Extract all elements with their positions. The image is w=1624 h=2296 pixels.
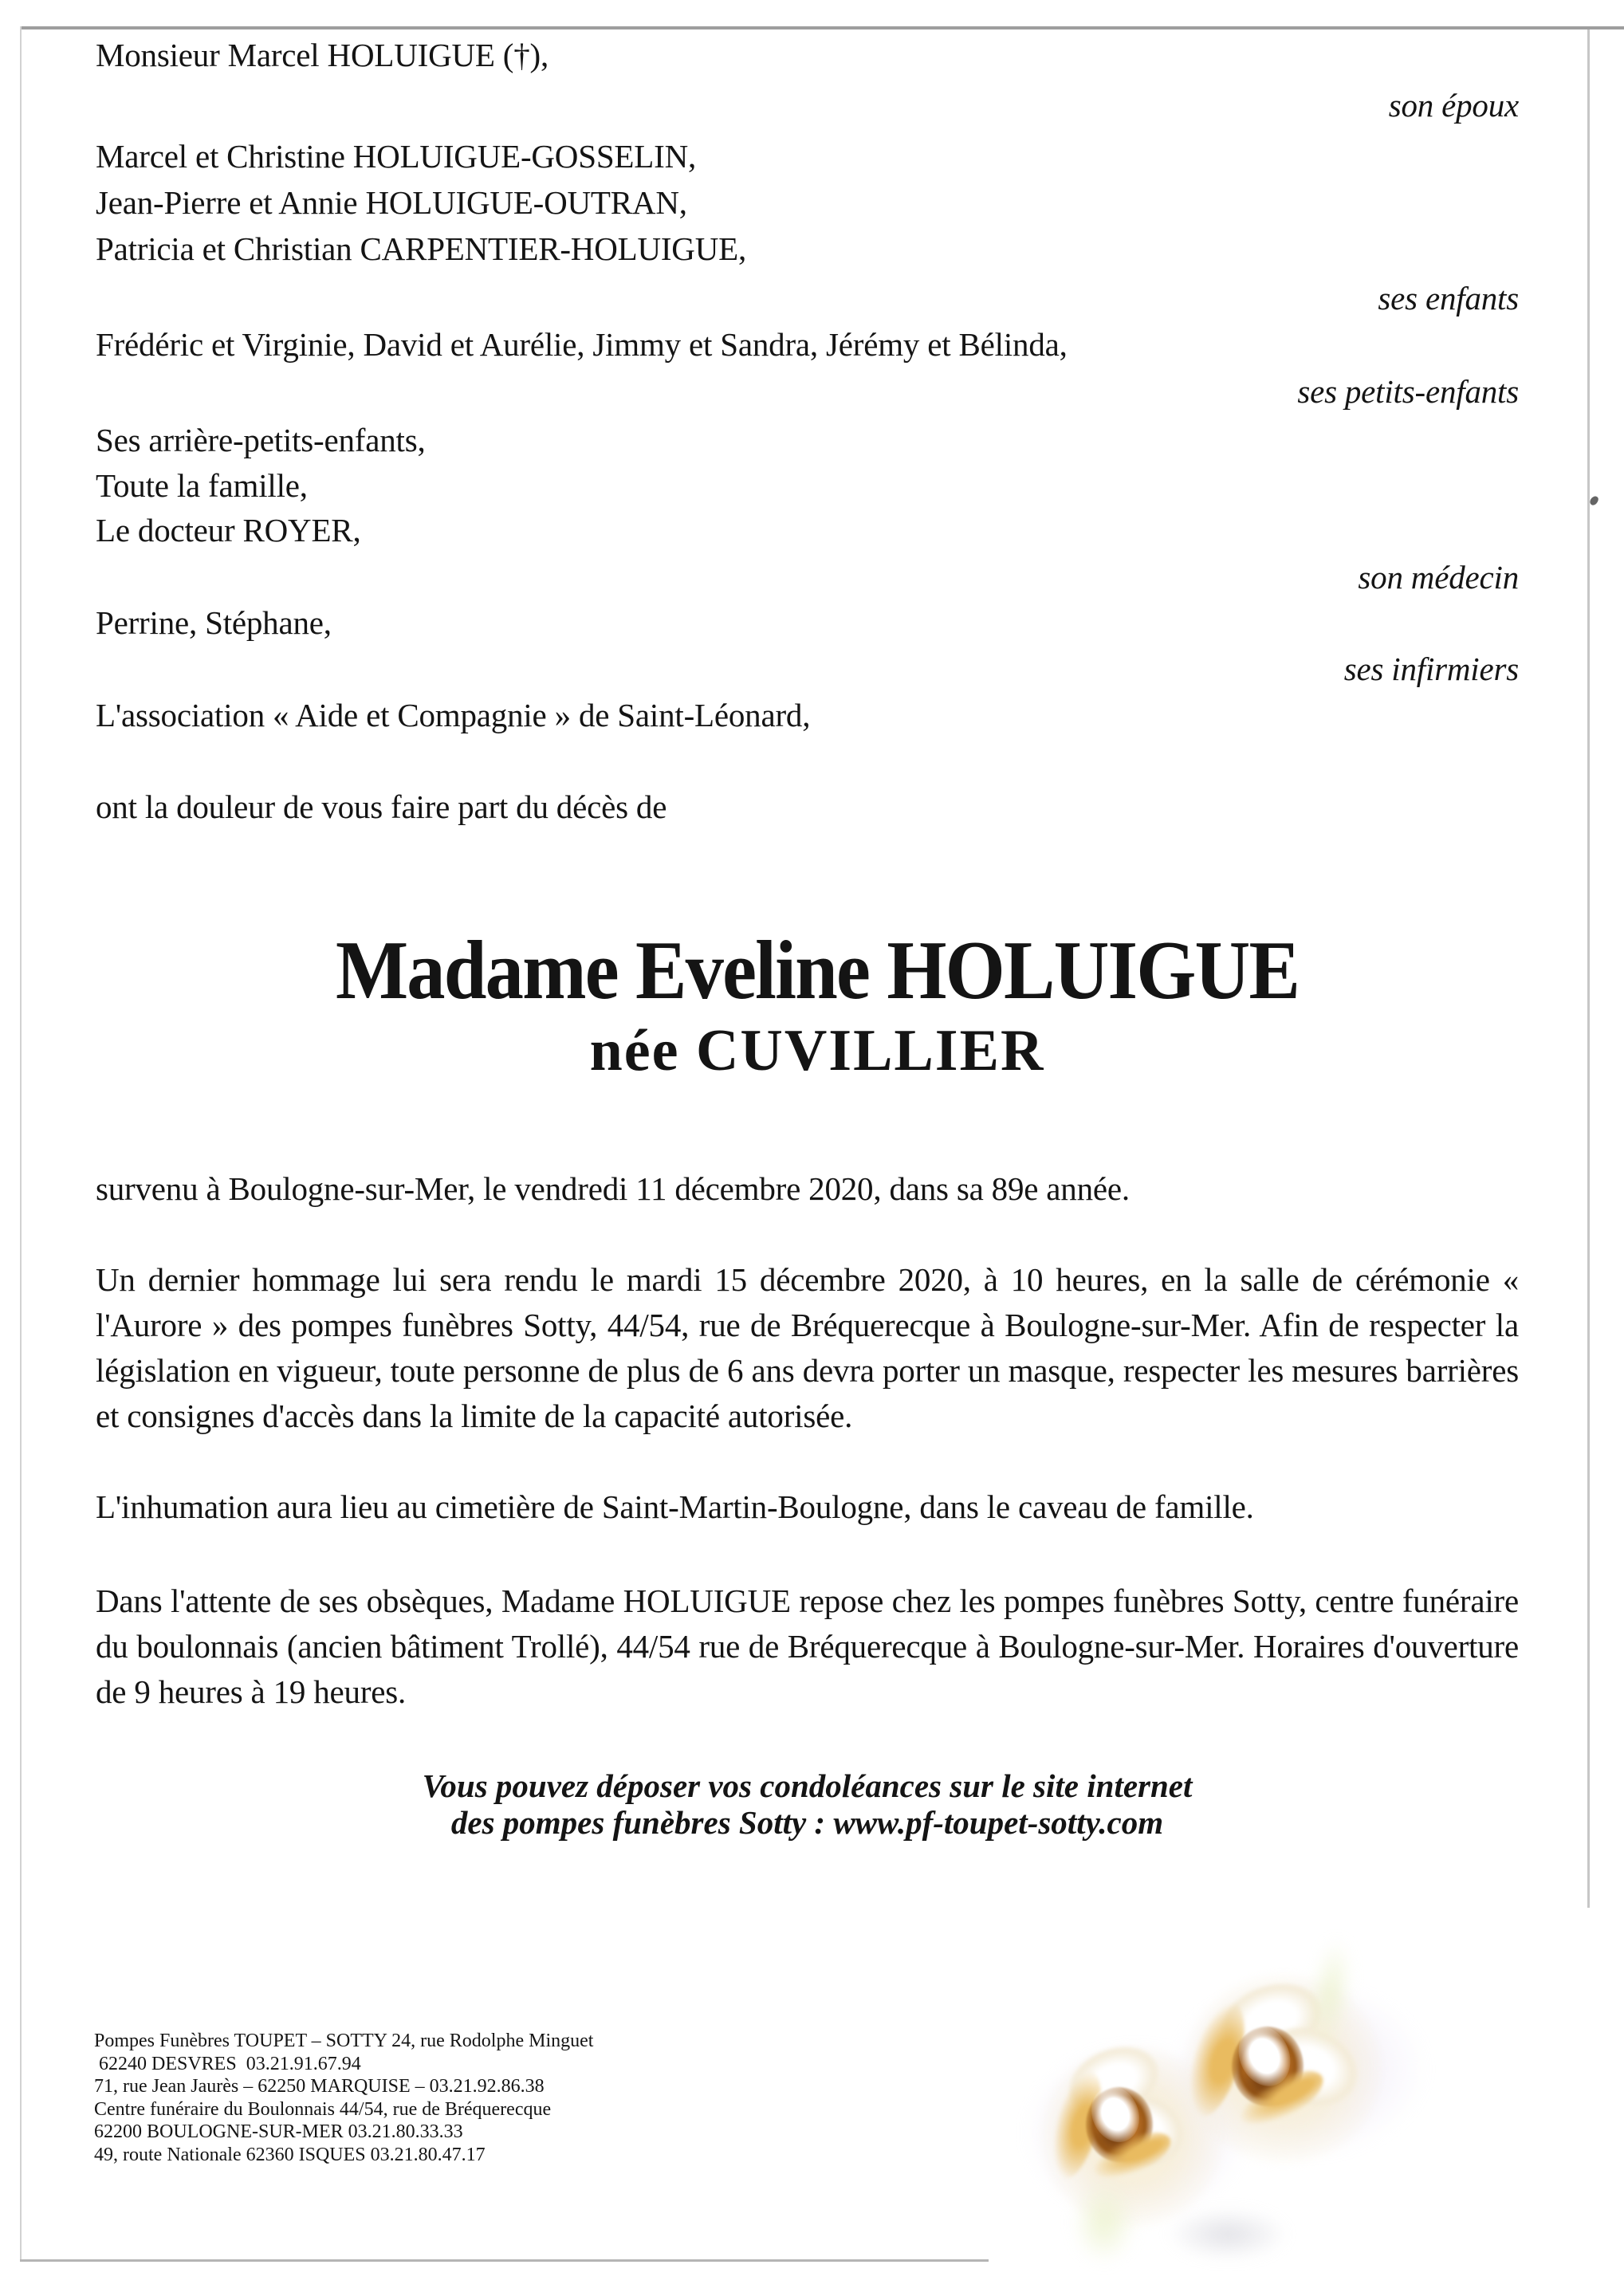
intro-line-child-1: Marcel et Christine HOLUIGUE-GOSSELIN, — [96, 138, 697, 175]
death-details-line: survenu à Boulogne-sur-Mer, le vendredi 11 décembre 2020, dans sa 89e année. — [96, 1170, 1130, 1207]
watercolor-wash — [1020, 2041, 1252, 2224]
intro-line-great-grandchildren: Ses arrière-petits-enfants, — [96, 422, 426, 458]
intro-line-announcement: ont la douleur de vous faire part du décès de — [96, 788, 667, 825]
orchid-center — [1232, 2027, 1304, 2106]
orchid-column — [1229, 2018, 1300, 2094]
footer-line: 62200 BOULOGNE-SUR-MER 03.21.80.33.33 — [94, 2121, 463, 2143]
relation-label-grandchildren: ses petits-enfants — [1297, 373, 1519, 410]
footer-line: Pompes Funèbres TOUPET – SOTTY 24, rue Rodolphe Minguet — [94, 2031, 594, 2051]
scan-border-top — [20, 26, 1624, 29]
condolence-note-line-2: des pompes funèbres Sotty : www.pf-toupet-sotty.com — [450, 1804, 1164, 1841]
orchid-petal-gold — [1087, 2123, 1178, 2188]
maiden-name-heading: née CUVILLIER — [589, 1018, 1045, 1083]
repose-paragraph: Dans l'attente de ses obsèques, Madame HOLUIGUE repose chez les pompes funèbres Sotty, centre funéraire du boulonnais (ancien bâtiment Trollé), 44/54 rue de Bréquerecque à Boulogne-sur-Mer. Horaires d'ouverture de 9 heures à 19 heures. — [96, 1582, 1519, 1710]
watercolor-stem-wash — [1072, 2180, 1136, 2264]
funeral-home-footer — [94, 2030, 593, 2167]
orchid-artwork — [997, 1905, 1624, 2288]
orchid-petal-gold — [1232, 2060, 1331, 2137]
burial-line: L'inhumation aura lieu au cimetière de Saint-Martin-Boulogne, dans le caveau de famille. — [96, 1488, 1254, 1525]
relation-label-children: ses enfants — [1378, 280, 1519, 316]
watercolor-wash — [1184, 1973, 1383, 2164]
intro-line-family: Toute la famille, — [96, 467, 308, 504]
intro-line-husband: Monsieur Marcel HOLUIGUE (†), — [96, 37, 549, 73]
scan-border-left — [20, 26, 22, 2262]
scan-border-bottom — [20, 2259, 989, 2262]
watercolor-wash — [1040, 2045, 1224, 2228]
intro-line-child-2: Jean-Pierre et Annie HOLUIGUE-OUTRAN, — [96, 184, 687, 221]
orchid-center — [1086, 2087, 1153, 2162]
orchid-petal-gold — [1178, 1995, 1255, 2123]
orchid-column — [1083, 2079, 1148, 2149]
intro-line-child-3: Patricia et Christian CARPENTIER-HOLUIGUE, — [96, 230, 747, 267]
condolence-note-line-1: Vous pouvez déposer vos condoléances sur le site internet — [422, 1767, 1193, 1804]
orchid-petal — [1249, 2013, 1370, 2121]
scan-speck — [1589, 495, 1600, 507]
orchid-petal — [1212, 1971, 1332, 2070]
orchid-center-speckle — [1094, 2114, 1135, 2154]
footer-line: Centre funéraire du Boulonnais 44/54, rue de Bréquerecque — [94, 2098, 552, 2120]
ceremony-paragraph: Un dernier hommage lui sera rendu le mardi 15 décembre 2020, à 10 heures, en la salle de cérémonie « l'Aurore » des pompes funèbres Sotty, 44/54, rue de Bréquerecque à Boulogne-sur-Mer. Afin de respecter la législation en vigueur, toute personne de plus de 6 ans devra porter un masque, respecter les mesures barrières et consignes d'accès dans la limite de la capacité autorisée. — [96, 1261, 1519, 1434]
intro-line-grandchildren: Frédéric et Virginie, David et Aurélie, Jimmy et Sandra, Jérémy et Bélinda, — [96, 326, 1068, 363]
footer-line: 71, rue Jean Jaurès – 62250 MARQUISE – 03.21.92.86.38 — [94, 2076, 545, 2097]
orchid-center-speckle — [1242, 2057, 1288, 2101]
watercolor-stem-wash — [1304, 1935, 1357, 2050]
intro-line-association: L'association « Aide et Compagnie » de Saint-Léonard, — [96, 697, 811, 733]
orchid-petal-gold — [1044, 2066, 1111, 2184]
orchid-petal — [1058, 2034, 1170, 2129]
deceased-name-heading: Madame Eveline HOLUIGUE — [335, 923, 1300, 1016]
scan-border-right — [1587, 29, 1590, 1908]
orchid-petal — [1090, 2083, 1193, 2176]
watercolor-wash — [1168, 1977, 1431, 2160]
footer-line: 49, route Nationale 62360 ISQUES 03.21.80.47.17 — [94, 2144, 486, 2165]
footer-line: 62240 DESVRES 03.21.91.67.94 — [94, 2053, 361, 2074]
intro-line-nurses: Perrine, Stéphane, — [96, 604, 332, 641]
watercolor-shadow-wash — [1168, 2208, 1288, 2260]
relation-label-spouse: son époux — [1388, 87, 1519, 124]
intro-line-doctor: Le docteur ROYER, — [96, 512, 361, 548]
relation-label-doctor: son médecin — [1358, 559, 1519, 596]
relation-label-nurses: ses infirmiers — [1343, 651, 1519, 687]
